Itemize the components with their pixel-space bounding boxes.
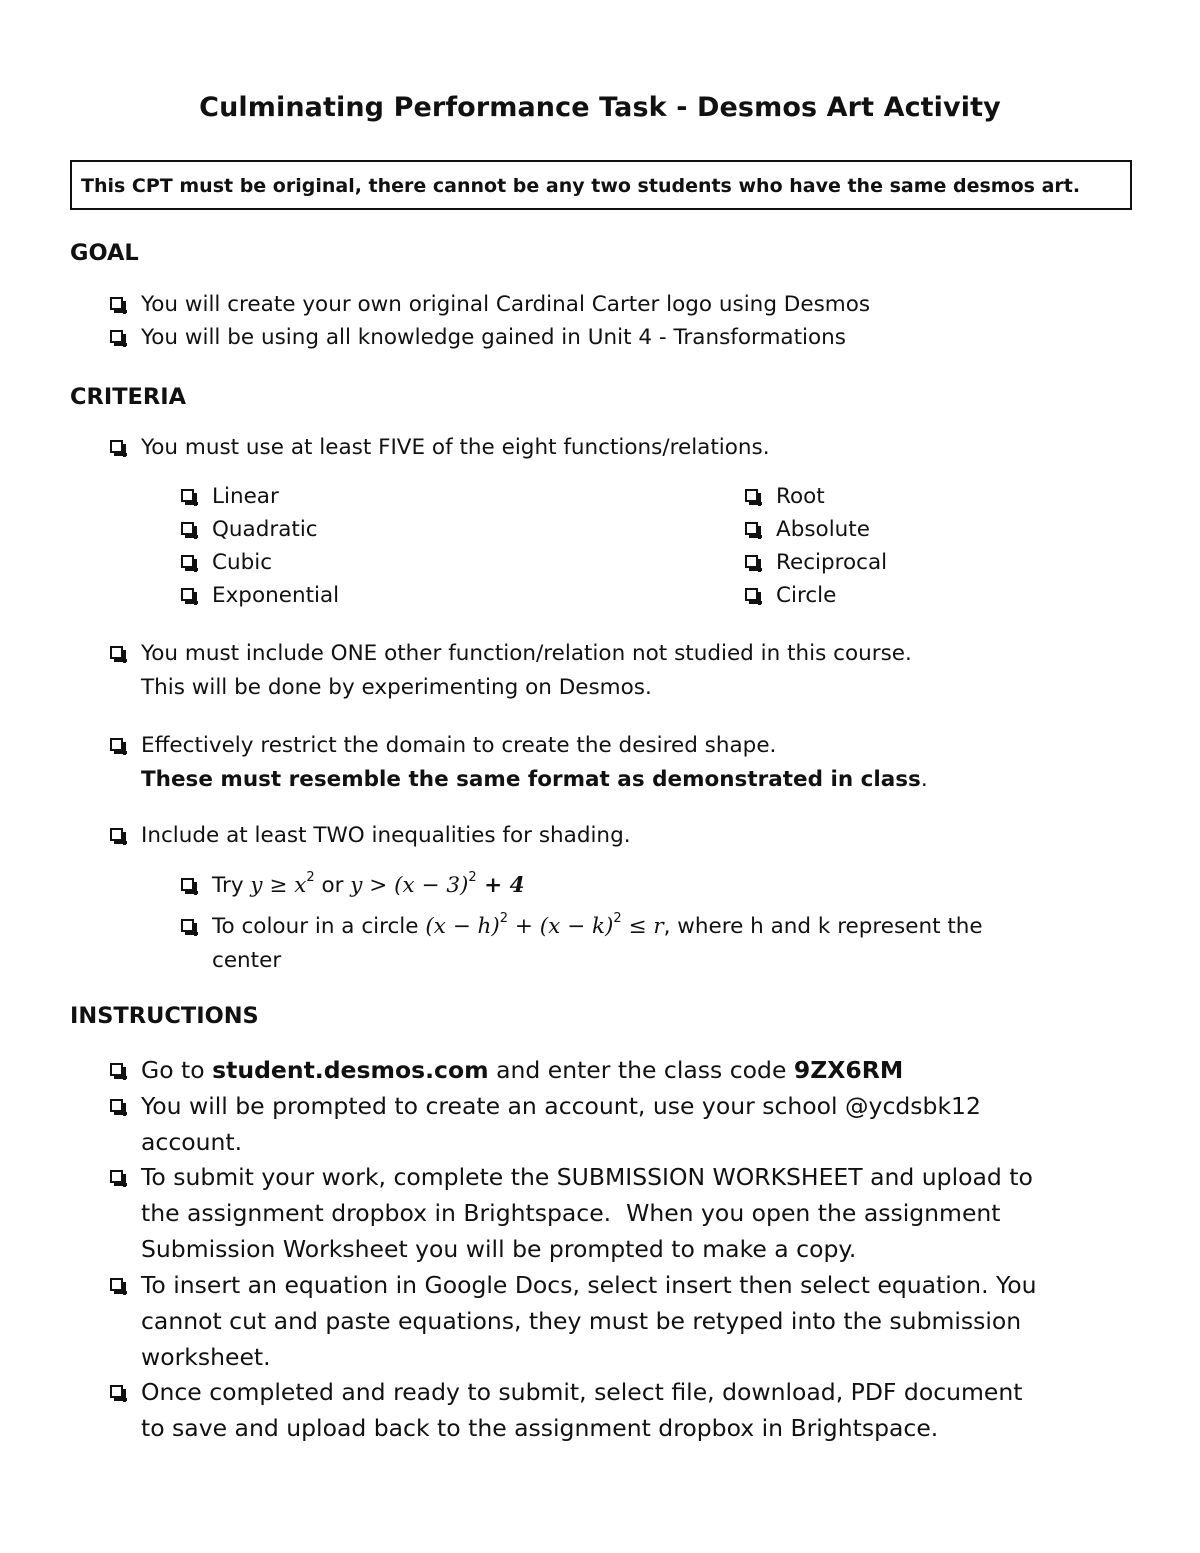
circle-term-1: (x − h) xyxy=(425,914,500,939)
checkbox-icon xyxy=(181,555,194,568)
instruction-item-3 xyxy=(141,1159,1033,1267)
instruction-3-line-2: the assignment dropbox in Brightspace. When you open the assignment xyxy=(141,1199,1001,1227)
function-exponential: Exponential xyxy=(212,583,340,608)
function-linear: Linear xyxy=(212,484,279,509)
circle-exponent-2: 2 xyxy=(613,910,622,926)
criteria-item-restrict-domain xyxy=(141,729,928,797)
format-period: . xyxy=(920,767,928,792)
checkbox-icon xyxy=(110,1170,123,1183)
circle-suffix: , where h and k represent the xyxy=(663,914,983,939)
checkbox-icon xyxy=(745,555,758,568)
restrict-domain-line-2 xyxy=(141,763,928,797)
instruction-5-line-1: Once completed and ready to submit, select file, download, PDF document xyxy=(141,1378,1023,1406)
criteria-item-other-function xyxy=(141,637,912,705)
originality-notice-box xyxy=(70,160,1132,210)
class-code: 9ZX6RM xyxy=(793,1056,904,1084)
page-title: Culminating Performance Task - Desmos Art Activity xyxy=(199,92,1001,123)
checkbox-icon xyxy=(745,522,758,535)
circle-line-2: center xyxy=(212,948,282,973)
instruction-2-line-2: account. xyxy=(141,1128,243,1156)
try-prefix: Try xyxy=(212,873,251,898)
inequality-example-circle xyxy=(212,910,983,978)
checkbox-icon xyxy=(181,522,194,535)
checkbox-icon xyxy=(110,738,123,751)
checkbox-icon xyxy=(110,440,123,453)
checkbox-icon xyxy=(110,1385,123,1398)
instruction-item-2 xyxy=(141,1088,981,1160)
checkbox-icon xyxy=(110,1099,123,1112)
try-or: or xyxy=(314,873,351,898)
instruction-item-5 xyxy=(141,1374,1022,1446)
checkbox-icon xyxy=(181,878,194,891)
instruction-3-line-3: Submission Worksheet you will be prompted to make a copy. xyxy=(141,1235,857,1263)
format-emphasis: These must resemble the same format as demonstrated in class xyxy=(141,767,921,792)
goal-heading: GOAL xyxy=(70,240,139,266)
try-expression-1: y ≥ x xyxy=(250,873,307,898)
instruction-2-line-1: You will be prompted to create an account, use your school @ycdsbk12 xyxy=(141,1092,981,1120)
circle-plus: + xyxy=(508,914,540,939)
instruction-item-4 xyxy=(141,1267,1037,1375)
try-expression-2-tail: + 4 xyxy=(476,873,525,898)
goal-item-2: You will be using all knowledge gained in Unit 4 - Transformations xyxy=(141,325,846,350)
checkbox-icon xyxy=(110,297,123,310)
checkbox-icon xyxy=(110,330,123,343)
checkbox-icon xyxy=(110,828,123,841)
checkbox-icon xyxy=(110,1063,123,1076)
instructions-heading: INSTRUCTIONS xyxy=(70,1003,259,1029)
instruction-4-line-3: worksheet. xyxy=(141,1343,271,1371)
instruction-1-pre: Go to xyxy=(141,1056,213,1084)
function-circle: Circle xyxy=(776,583,837,608)
instruction-5-line-2: to save and upload back to the assignment dropbox in Brightspace. xyxy=(141,1414,939,1442)
checkbox-icon xyxy=(110,1278,123,1291)
checkbox-icon xyxy=(745,588,758,601)
other-function-line-1: You must include ONE other function/relation not studied in this course. xyxy=(141,641,912,666)
instruction-4-line-1: To insert an equation in Google Docs, select insert then select equation. You xyxy=(141,1271,1037,1299)
instruction-1-mid: and enter the class code xyxy=(488,1056,794,1084)
function-root: Root xyxy=(776,484,825,509)
function-quadratic: Quadratic xyxy=(212,517,318,542)
inequality-example-try xyxy=(212,869,525,903)
checkbox-icon xyxy=(181,919,194,932)
circle-radius: ≤ r xyxy=(621,914,664,939)
criteria-heading: CRITERIA xyxy=(70,384,187,410)
function-absolute: Absolute xyxy=(776,517,870,542)
restrict-domain-line-1: Effectively restrict the domain to create the desired shape. xyxy=(141,733,777,758)
try-exponent-1: 2 xyxy=(306,869,315,885)
function-reciprocal: Reciprocal xyxy=(776,550,888,575)
checkbox-icon xyxy=(745,489,758,502)
originality-notice-text: This CPT must be original, there cannot be any two students who have the same desmos art. xyxy=(81,175,1081,197)
circle-line-1 xyxy=(212,910,983,944)
instruction-3-line-1: To submit your work, complete the SUBMISSION WORKSHEET and upload to xyxy=(141,1163,1033,1191)
checkbox-icon xyxy=(110,646,123,659)
circle-exponent-1: 2 xyxy=(499,910,509,926)
try-expression-2: y > (x − 3) xyxy=(350,873,469,898)
checkbox-icon xyxy=(181,489,194,502)
other-function-line-2: This will be done by experimenting on Desmos. xyxy=(141,675,652,700)
try-exponent-2: 2 xyxy=(468,869,477,885)
goal-item-1: You will create your own original Cardinal Carter logo using Desmos xyxy=(141,292,871,317)
instruction-item-1 xyxy=(141,1052,903,1088)
circle-term-2: (x − k) xyxy=(539,914,614,939)
criteria-item-inequalities: Include at least TWO inequalities for shading. xyxy=(141,823,631,848)
criteria-item-functions: You must use at least FIVE of the eight functions/relations. xyxy=(141,435,770,460)
checkbox-icon xyxy=(181,588,194,601)
function-cubic: Cubic xyxy=(212,550,273,575)
desmos-site-link: student.desmos.com xyxy=(212,1056,489,1084)
circle-prefix: To colour in a circle xyxy=(212,914,426,939)
instruction-4-line-2: cannot cut and paste equations, they must be retyped into the submission xyxy=(141,1307,1022,1335)
